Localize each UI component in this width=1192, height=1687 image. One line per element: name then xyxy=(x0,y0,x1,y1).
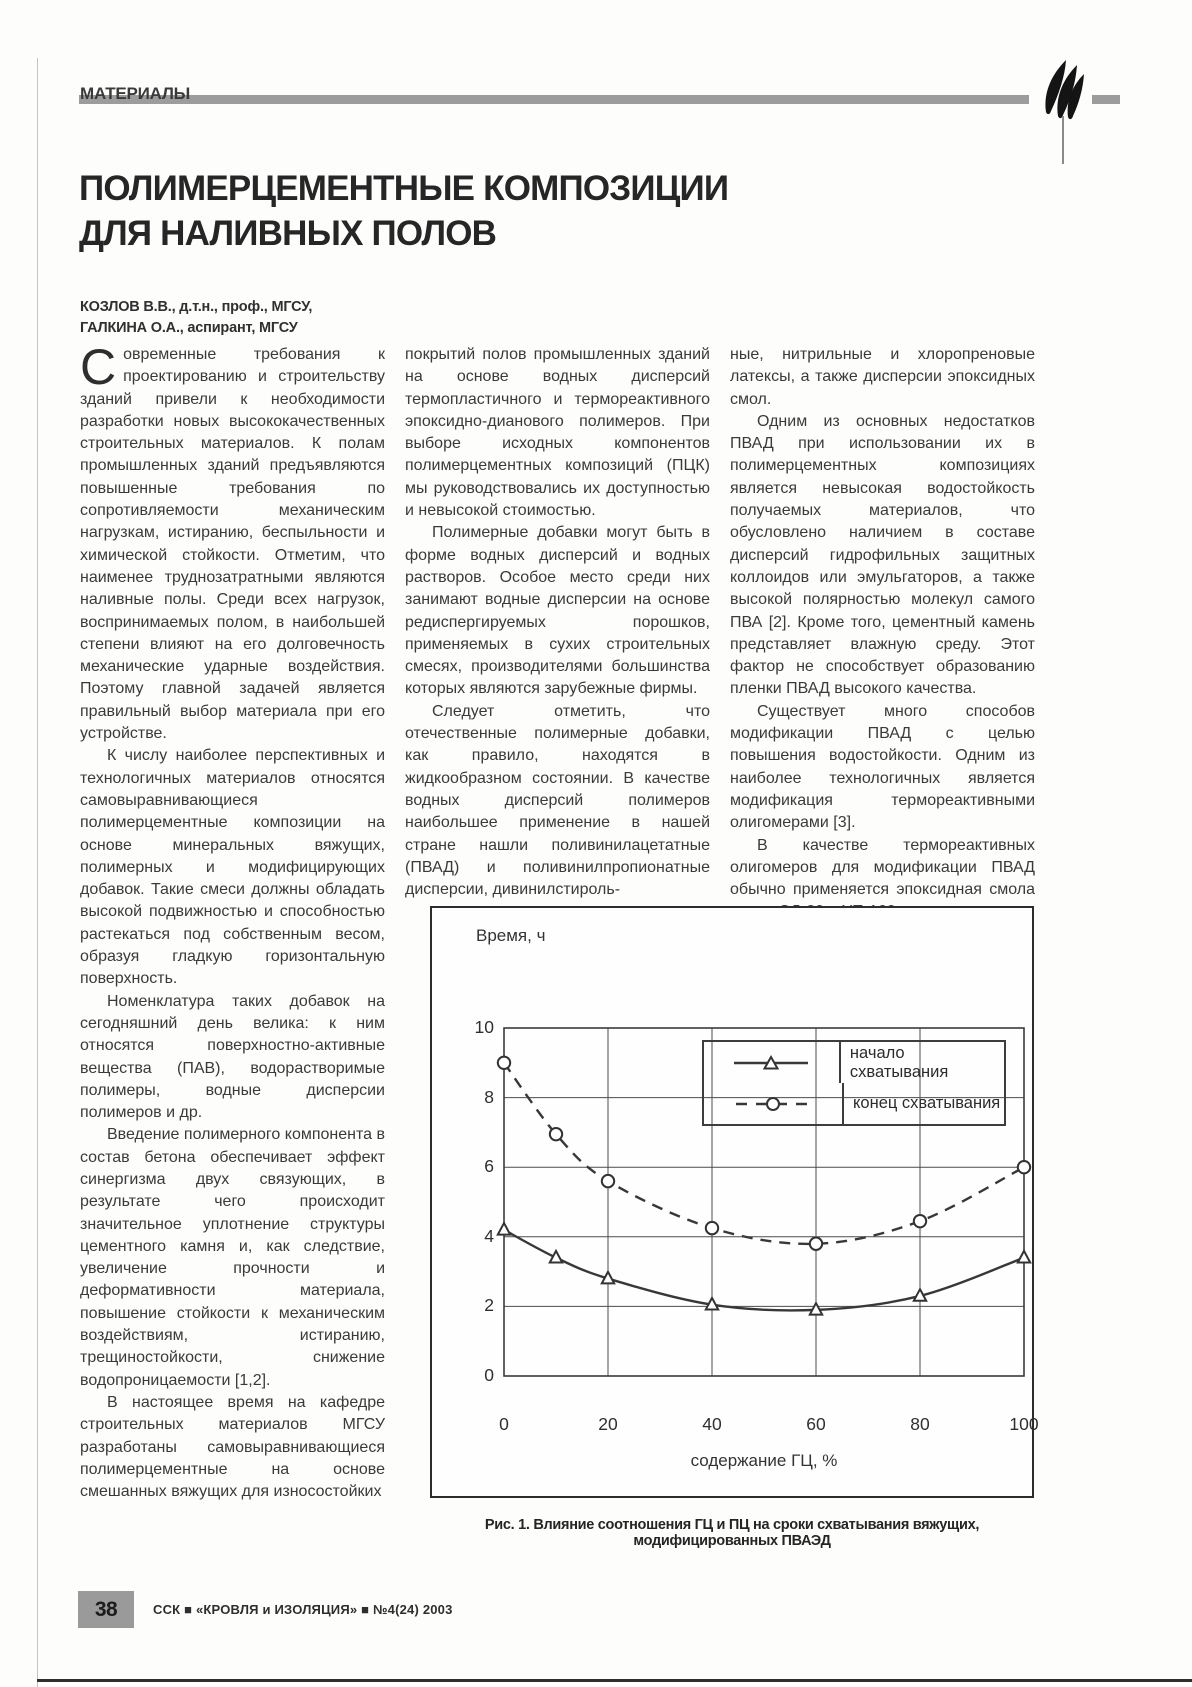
journal-footer-line: ССК ■ «КРОВЛЯ и ИЗОЛЯЦИЯ» ■ №4(24) 2003 xyxy=(153,1602,453,1617)
paragraph: Современные требования к проектированию и строительству зданий привели к необходимости разработки новых высококачественных строительных материалов. К полам промышленных зданий предъявляются повышенные требования по сопротивляемости механическим нагрузкам, истиранию, беспыльности и химической стойкости. Отметим, что наименее труднозатратными являются наливные полы. Среди всех нагрузок, воспринимаемых полом, в наибольшей степени влияют на его долговечность механические ударные воздействия. Поэтому главной задачей является правильный выбор материала при его устройстве. xyxy=(80,339,385,743)
paragraph: В настоящее время на кафедре строительных материалов МГСУ разработаны самовыравнивающиеся полимерцементные на основе смешанных вяжущих для износостойких xyxy=(80,1393,385,1501)
page-number-badge: 38 xyxy=(78,1591,134,1628)
header-rule-right xyxy=(1092,95,1120,104)
legend-sample-solid-line xyxy=(704,1042,841,1083)
y-tick-label: 6 xyxy=(484,1156,494,1177)
x-tick-label: 100 xyxy=(1009,1414,1039,1434)
x-tick-label: 0 xyxy=(499,1414,509,1434)
y-tick-label: 8 xyxy=(484,1086,494,1107)
chart-legend xyxy=(702,1040,1006,1126)
x-tick-label: 20 xyxy=(598,1414,618,1434)
paragraph: Существует много способов модификации ПВАД с целью повышения водостойкости. Одним из наиболее технологичных является модификация термореактивными олигомерами [3]. xyxy=(730,702,1035,832)
journal-leaf-logo-icon xyxy=(1030,58,1086,166)
figure-1-chart xyxy=(430,906,1039,1498)
scan-edge-artifact xyxy=(37,1679,1192,1682)
drop-cap: С xyxy=(80,339,117,395)
section-label: МАТЕРИАЛЫ xyxy=(80,84,191,103)
circle-marker-icon xyxy=(733,1096,813,1112)
chart-x-axis-title: содержание ГЦ, % xyxy=(690,1451,838,1470)
text-column-2 xyxy=(405,344,710,904)
paragraph: Номенклатура таких добавок на сегодняшний день велика: к ним относятся поверхностно-активные вещества (ПАВ), водорастворимые полимеры, водные дисперсии полимеров и др. xyxy=(80,992,385,1122)
author-line: КОЗЛОВ В.В., д.т.н., проф., МГСУ, xyxy=(80,299,313,315)
x-tick-label: 40 xyxy=(702,1414,722,1434)
paragraph: покрытий полов промышленных зданий на основе водных дисперсий термопластичного и термореактивного эпоксидно-дианового полимеров. При выборе исходных компонентов полимерцементных композиций (ПЦК) мы руководствовались их доступностью и невысокой стоимостью. xyxy=(405,346,710,520)
text-column-1 xyxy=(80,339,385,1586)
scan-edge-artifact xyxy=(37,58,38,1687)
paragraph: Одним из основных недостатков ПВАД при использовании их в полимерцементных композициях является невысокая водостойкость получаемых материалов, что обусловлено наличием в составе дисперсий гидрофильных защитных коллоидов или эмульгаторов, а также высокой полярностью молекул самого ПВА [2]. Кроме того, цементный камень представляет влажную среду. Этот фактор не способствует образованию пленки ПВАД высокого качества. xyxy=(730,412,1035,698)
chart-plot-area xyxy=(504,1028,1024,1376)
legend-label: начало схватывания xyxy=(849,1043,949,1081)
chart-y-axis-title: Время, ч xyxy=(476,926,546,945)
figure-caption: Рис. 1. Влияние соотношения ГЦ и ПЦ на сроки схватывания вяжущих, модифицированных ПВАЭД xyxy=(484,1517,980,1549)
x-tick-label: 80 xyxy=(910,1414,930,1434)
article-title-line1: ПОЛИМЕРЦЕМЕНТНЫЕ КОМПОЗИЦИИ xyxy=(79,169,729,208)
paragraph: Полимерные добавки могут быть в форме водных дисперсий и водных растворов. Особое место среди них занимают водные дисперсии на основе редиспергируемых порошков, применяемых в сухих строительных смесях, производителями большинства которых являются зарубежные фирмы. xyxy=(405,524,710,698)
paragraph: К числу наиболее перспективных и технологичных материалов относятся самовыравнивающиеся полимерцементные композиции на основе минеральных вяжущих, полимерных и модифицирующих добавок. Такие смеси должны обладать высокой подвижностью и способностью растекаться под собственным весом, образуя гладкую горизонтальную поверхность. xyxy=(80,747,385,988)
article-title xyxy=(79,166,839,256)
y-tick-label: 4 xyxy=(484,1225,494,1246)
legend-sample-dashed-line xyxy=(704,1083,844,1124)
legend-item-start-of-setting xyxy=(704,1042,1004,1083)
paragraph: Следует отметить, что отечественные полимерные добавки, как правило, находятся в жидкообразном состоянии. В качестве водных дисперсий полимеров наибольшее применение в нашей стране нашли поливинилацетатные (ПВАД) и поливинилпропионатные дисперсии, дивинилстироль- xyxy=(405,702,710,899)
y-tick-label: 0 xyxy=(484,1365,494,1385)
paragraph: В качестве термореактивных олигомеров для модификации ПВАД обычно применяется эпоксидная смола xyxy=(730,836,1035,899)
authors-block xyxy=(80,297,312,339)
author-line: ГАЛКИНА О.А., аспирант, МГСУ xyxy=(80,320,298,336)
triangle-marker-icon xyxy=(731,1055,811,1071)
y-tick-label: 10 xyxy=(474,1017,494,1037)
paragraph: ные, нитрильные и хлоропреновые латексы, а также дисперсии эпоксидных смол. xyxy=(730,346,1035,408)
text-column-3 xyxy=(730,344,1035,904)
legend-item-end-of-setting xyxy=(704,1083,1004,1124)
legend-label: конец схватывания xyxy=(853,1094,1001,1112)
paragraph: Введение полимерного компонента в состав бетона обеспечивает эффект синергизма двух связующих, в результате чего происходит значительное уплотнение структуры цементного камня и, как следствие, увеличение прочности и деформативности материала, повышение стойкости к механическим воздействиям, истиранию, трещиностойкости, снижение водопроницаемости [1,2]. xyxy=(80,1126,385,1389)
header-rule xyxy=(79,95,1029,104)
article-title-line2: ДЛЯ НАЛИВНЫХ ПОЛОВ xyxy=(79,214,497,253)
y-tick-label: 2 xyxy=(484,1295,494,1316)
x-tick-label: 60 xyxy=(806,1414,826,1434)
